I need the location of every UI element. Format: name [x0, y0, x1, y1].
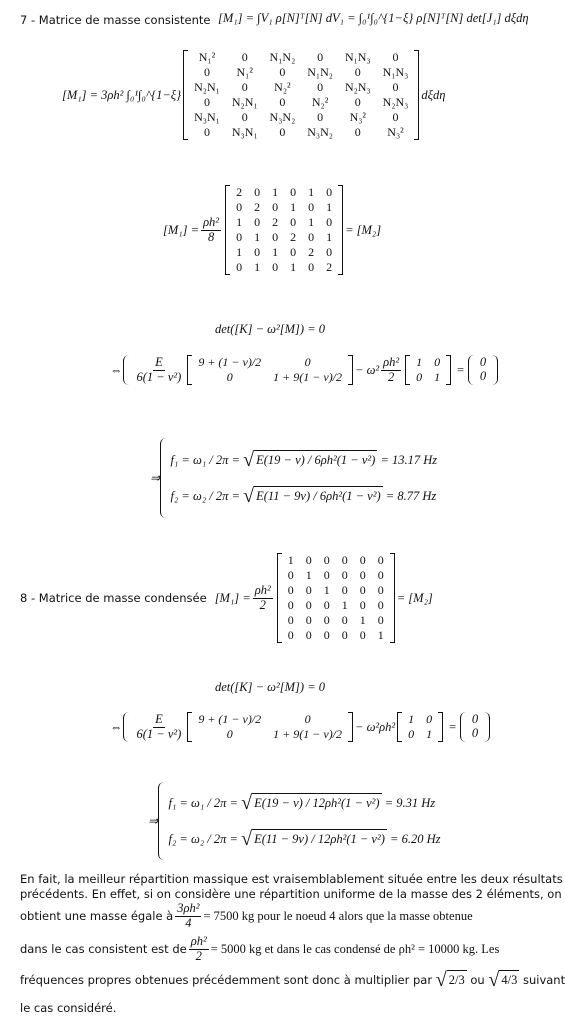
eigen-system-8: ⇔ $\frac{E}{\text{6(1 − ν²)}}$ 9 + (1 − ν)/2 0 0 1 + 9(1 − ν)/2 − ω²ρh² 1 0 0 1 = 0 0	[110, 712, 490, 742]
para-line-2: précédents. En effet, si on considère une répartition uniforme de la masse des 2 éléments, on	[20, 887, 562, 901]
matrix-cell: 0	[359, 568, 366, 582]
stiffness-coefficient: $\frac{E}{\text{6(1 − ν²)}}$	[136, 354, 182, 384]
m2-label-8: = [M₂]	[396, 590, 433, 605]
matrix-cell: N₁N₃	[382, 65, 409, 79]
matrix-cell: 0	[354, 65, 361, 79]
matrix-cell: 1	[308, 215, 315, 229]
matrix-cell: 1	[236, 245, 243, 259]
matrix-cell: N₃N₂	[307, 125, 333, 139]
matrix-cell: N₃N₁	[231, 125, 258, 139]
implies-arrow: ⇒	[150, 471, 161, 485]
matrix-cell: 0	[317, 110, 324, 124]
matrix-cell: 0	[323, 628, 330, 642]
equivalence-arrow: ⇔	[110, 362, 123, 377]
matrix-cell: 0	[287, 613, 294, 627]
matrix-cell: 1	[326, 230, 333, 244]
stiffness-matrix-8: 9 + (1 − ν)/2 0 0 1 + 9(1 − ν)/2	[187, 712, 353, 742]
matrix-cell: 0	[323, 568, 330, 582]
matrix-cell: 0	[323, 598, 330, 612]
matrix-cell: 0	[272, 200, 279, 214]
matrix-cell: 0	[287, 598, 294, 612]
matrix-cell: 0	[377, 583, 384, 597]
matrix-cell: 1	[323, 583, 330, 597]
matrix-cell: 0	[305, 613, 312, 627]
matrix-cell: 0	[241, 80, 248, 94]
f1-line-8: f₁ = ω₁ / 2π = √ E(19 − ν) / 12ρh²(1 − ν²) = 9.31 Hz	[168, 792, 436, 814]
matrix-cell: N₂²	[274, 80, 291, 94]
matrix-cell: N₂N₁	[231, 95, 258, 109]
matrix-cell: 0	[203, 65, 210, 79]
matrix-cell: 0	[392, 80, 399, 94]
matrix-cell: 0	[290, 185, 297, 199]
para-line-3: obtient une masse égale à $\frac{\text{3ρh²}}{4}$ = 7500 kg pour le noeud 4 alors que la masse obtenue	[20, 901, 473, 930]
matrix-cell: 0	[290, 245, 297, 259]
matrix-cell: 1	[254, 260, 261, 274]
matrix-cell: 1	[272, 245, 279, 259]
matrix-cell: 0	[308, 230, 315, 244]
matrix-cell: 2	[272, 215, 279, 229]
matrix-cell: 1	[236, 215, 243, 229]
matrix-cell: 0	[287, 568, 294, 582]
matrix-cell: 0	[308, 260, 315, 274]
matrix-cell: N₁N₂	[307, 65, 333, 79]
omega-term: − ω²	[355, 362, 380, 377]
matrix-cell: 0	[241, 110, 248, 124]
matrix-cell: 0	[341, 628, 348, 642]
f1-line-7: f₁ = ω₁ / 2π = √ E(19 − ν) / 6ρh²(1 − ν²) = 13.17 Hz	[170, 449, 438, 471]
matrix-cell: N₁N₃	[344, 50, 371, 64]
para-line-1: En fait, la meilleur répartition massique est vraisemblablement située entre les deux résultats	[20, 872, 563, 886]
matrix-cell: 0	[317, 50, 324, 64]
matrix-cell: 0	[354, 95, 361, 109]
matrix-cell: 0	[341, 613, 348, 627]
matrix-cell: 0	[290, 215, 297, 229]
integration-measure: dξdη	[421, 87, 446, 102]
section-8-block	[20, 553, 433, 643]
det-equation-7: det([K] − ω²[M]) = 0	[215, 322, 325, 336]
matrix-cell: 0	[272, 230, 279, 244]
det-equation-8: det([K] − ω²[M]) = 0	[215, 680, 325, 694]
para-line-5: fréquences propres obtenues précédemment sont donc à multiplier par √ 2/3 ou √ 4/3 suivant	[20, 969, 565, 991]
matrix-cell: 0	[341, 553, 348, 567]
matrix-cell: 0	[287, 583, 294, 597]
matrix-cell: 0	[377, 598, 384, 612]
matrix-cell: 0	[326, 185, 333, 199]
f2-line-7: f₂ = ω₂ / 2π = √ E(11 − 9ν) / 6ρh²(1 − ν²) = 8.77 Hz	[170, 485, 437, 507]
m1-label-8: [M₁] =	[214, 590, 251, 605]
matrix-cell: 2	[236, 185, 243, 199]
section-7-label: 7 - Matrice de masse consistente	[20, 13, 211, 27]
matrix-cell: N₃N₂	[269, 110, 296, 124]
coefficient-fraction: $\frac{\text{ρh²}}{8}$	[203, 214, 220, 244]
matrix-cell: 0	[254, 185, 261, 199]
matrix-cell: 0	[236, 260, 243, 274]
matrix-cell: 0	[203, 125, 210, 139]
mass-matrix-2x2-7: 1 0 0 1	[405, 355, 451, 385]
m2-label: = [M₂]	[345, 222, 382, 237]
matrix-cell: 0	[241, 50, 248, 64]
matrix-cell: 0	[236, 200, 243, 214]
frequencies-7	[150, 438, 437, 518]
matrix-cell: 0	[354, 125, 361, 139]
matrix-cell: 0	[341, 568, 348, 582]
matrix-cell: 1	[254, 230, 261, 244]
matrix-cell: N₃²	[387, 125, 404, 139]
matrix-cell: 0	[279, 125, 286, 139]
matrix-cell: N₂²	[311, 95, 329, 109]
matrix-cell: 0	[272, 260, 279, 274]
matrix-cell: N₂N₃	[344, 80, 371, 94]
para-line-6: le cas considéré.	[20, 1001, 117, 1015]
matrix-cell: 0	[305, 553, 312, 567]
identity-mass-matrix	[277, 553, 395, 643]
matrix-cell: 2	[326, 260, 333, 274]
matrix-cell: 1	[341, 598, 348, 612]
matrix-cell: N₁N₂	[269, 50, 296, 64]
section-7-equation: [M₁] = ∫V₁ ρ[N]ᵀ[N] dV₁ = ∫₀¹∫₀^{1−ξ} ρ[N]ᵀ[N] det[J₁] dξdη	[218, 11, 529, 25]
matrix-cell: 0	[308, 200, 315, 214]
matrix-cell: 0	[359, 628, 366, 642]
matrix-cell: 0	[305, 628, 312, 642]
matrix-cell: 1	[359, 613, 366, 627]
matrix-cell: 0	[305, 583, 312, 597]
matrix-cell: 0	[359, 553, 366, 567]
matrix-cell: N₂N₁	[194, 80, 220, 94]
matrix-cell: 0	[326, 215, 333, 229]
m1-integral-lhs: [M₁] = 3ρh² ∫₀¹∫₀^{1−ξ}	[62, 87, 182, 102]
frequencies-8: ⇒ f₁ = ω₁ / 2π = √ E(19 − ν) / 12ρh²(1 − ν²) = 9.31 Hz f₂ = ω₂ / 2π = √ E(11 − 9ν) / 12ρh²(1 − ν²) = 6.20 Hz	[148, 782, 440, 860]
matrix-cell: 2	[290, 230, 297, 244]
matrix-cell: 1	[326, 200, 333, 214]
shape-function-matrix	[183, 50, 419, 140]
matrix-cell: 1	[305, 568, 312, 582]
matrix-cell: 0	[203, 95, 210, 109]
matrix-cell: 0	[359, 598, 366, 612]
f2-line-8: f₂ = ω₂ / 2π = √ E(11 − 9ν) / 12ρh²(1 − ν²) = 6.20 Hz	[168, 828, 441, 850]
matrix-cell: 0	[323, 613, 330, 627]
matrix-cell: 0	[359, 583, 366, 597]
coefficient-fraction-8: $\frac{\text{ρh²}}{2}$	[254, 582, 271, 612]
matrix-cell: 0	[326, 245, 333, 259]
consistent-mass-integral	[62, 50, 445, 140]
omega-term-8: − ω²ρh²	[355, 719, 396, 734]
matrix-cell: N₃²	[349, 110, 367, 124]
matrix-cell: 0	[392, 50, 399, 64]
matrix-cell: N₁²	[236, 65, 253, 79]
matrix-cell: 0	[279, 65, 286, 79]
mass-matrix-2x2-8: 1 0 0 1	[397, 712, 443, 742]
matrix-cell: 1	[287, 553, 294, 567]
matrix-cell: 1	[290, 200, 297, 214]
matrix-cell: 0	[317, 80, 324, 94]
matrix-cell: 2	[254, 200, 261, 214]
m1-label: [M₁] =	[163, 222, 200, 237]
matrix-cell: 0	[341, 583, 348, 597]
matrix-cell: 0	[392, 110, 399, 124]
consistent-mass-matrix	[163, 185, 381, 275]
stiffness-matrix-7: 9 + (1 − ν)/2 0 0 1 + 9(1 − ν)/2	[187, 355, 353, 385]
matrix-cell: N₁²	[198, 50, 216, 64]
section-8-label: 8 - Matrice de masse condensée	[20, 591, 207, 605]
mass-coefficient: $\frac{\text{ρh²}}{2}$	[383, 354, 400, 384]
matrix-cell: 0	[377, 568, 384, 582]
matrix-cell: N₃N₁	[194, 110, 220, 124]
eigen-system-7: ⇔ $\frac{E}{\text{6(1 − ν²)}}$ 9 + (1 − ν)/2 0 0 1 + 9(1 − ν)/2 − ω² $\frac{\text{ρh²}}{2}$ 1 0 0 1 = 0 0	[110, 355, 498, 385]
matrix-cell: 1	[308, 185, 315, 199]
matrix-cell: 1	[272, 185, 279, 199]
para-line-4: dans le cas consistent est de $\frac{\text{ρh²}}{2}$ = 5000 kg et dans le cas condensé de ρh² = 10000 kg. Les	[20, 934, 500, 963]
numeric-mass-matrix	[225, 185, 343, 275]
matrix-cell: N₂N₃	[382, 95, 409, 109]
matrix-cell: 0	[377, 553, 384, 567]
matrix-cell: 0	[236, 230, 243, 244]
matrix-cell: 0	[323, 553, 330, 567]
matrix-cell: 1	[377, 628, 384, 642]
matrix-cell: 0	[254, 245, 261, 259]
matrix-cell: 0	[377, 613, 384, 627]
matrix-cell: 0	[305, 598, 312, 612]
matrix-cell: 2	[308, 245, 315, 259]
matrix-cell: 0	[287, 628, 294, 642]
matrix-cell: 0	[254, 215, 261, 229]
matrix-cell: 1	[290, 260, 297, 274]
matrix-cell: 0	[279, 95, 286, 109]
